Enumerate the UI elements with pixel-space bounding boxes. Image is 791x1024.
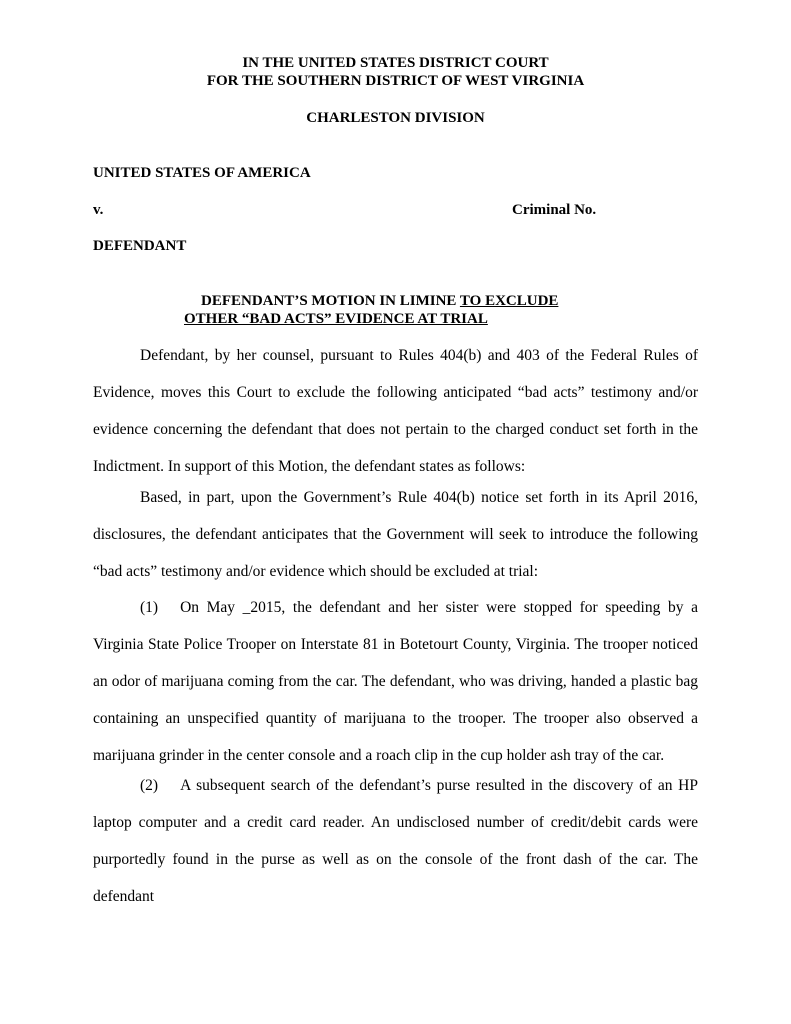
item-1-number: (1): [140, 599, 159, 616]
motion-title-underlined-1: TO EXCLUDE: [459, 293, 559, 309]
caption-versus: v.: [93, 202, 104, 218]
item-2-text: A subsequent search of the defendant’s purse resulted in the discovery of an HP laptop computer and a credit card reader. An undisclosed number of credit/debit cards were purportedly found in the purse as well as on the console of the front dash of the car. The defendant: [93, 777, 698, 905]
court-name-line-2: FOR THE SOUTHERN DISTRICT OF WEST VIRGINIA: [206, 73, 585, 89]
caption-case-number-label: Criminal No.: [512, 202, 597, 218]
numbered-item-1: [93, 589, 698, 774]
paragraph-2-text: Based, in part, upon the Government’s Rule 404(b) notice set forth in its April 2016, disclosures, the defendant anticipates that the Government will seek to introduce the following “bad acts” testimony and/or evidence which should be excluded at trial:: [93, 489, 698, 580]
item-1-text: On May _2015, the defendant and her sister were stopped for speeding by a Virginia State Police Trooper on Interstate 81 in Botetourt County, Virginia. The trooper noticed an odor of marijuana coming from the car. The defendant, who was driving, handed a plastic bag containing an unspecified quantity of marijuana to the trooper. The trooper also observed a marijuana grinder in the center console and a roach clip in the cup holder ash tray of the car.: [93, 599, 698, 764]
body-paragraph-1: [93, 337, 698, 485]
body-paragraph-2: [93, 479, 698, 590]
motion-title-plain: DEFENDANT’S MOTION IN LIMINE: [201, 293, 460, 309]
motion-title-line-1: [201, 292, 558, 310]
numbered-item-2: [93, 767, 698, 915]
item-2-number: (2): [140, 777, 159, 794]
caption-plaintiff: UNITED STATES OF AMERICA: [93, 165, 311, 181]
court-division: CHARLESTON DIVISION: [306, 110, 485, 126]
paragraph-1-text: Defendant, by her counsel, pursuant to Rules 404(b) and 403 of the Federal Rules of Evidence, moves this Court to exclude the following anticipated “bad acts” testimony and/or evidence concerning the defendant that does not pertain to the charged conduct set forth in the Indictment. In support of this Motion, the defendant states as follows:: [93, 347, 698, 475]
motion-title-line-2: OTHER “BAD ACTS” EVIDENCE AT TRIAL: [184, 311, 488, 327]
caption-defendant: DEFENDANT: [93, 238, 187, 254]
court-name-line-1: IN THE UNITED STATES DISTRICT COURT: [242, 55, 549, 71]
